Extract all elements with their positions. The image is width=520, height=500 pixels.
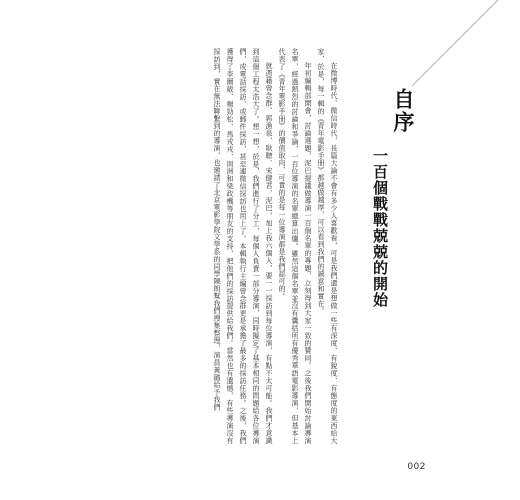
title-block — [372, 78, 418, 328]
paragraph: 就憑藉曾念群、郭漁泉、耿聰、宋健君、泥巴，加上我六個人，要一一採訪到每位導演，有點不太可能。我們才意識到這個工程太浩大了。想一想，於是，我們進行了分工，每個人負責一部分導演，同時擬定了基本相同的問題給各位導演們，或電話採訪、或郵件採訪，甚至連微信採訪也用上了。本輯執行主編曾念群更是承擔了最多的採訪任務。之後，我們獲得了李爾葳、楊勁松、馬戎戎、周洲和梁政機等朋友的支持，把他們的採訪提供給我們。當然也有遺憾，有些導演沒有採訪到，實在無法聯繫到的導演，也邀請了北京電影學院文學系的同學陳朗幫我們搜集整理，演員黃璐給予我們 — [213, 48, 273, 444]
body-text — [108, 48, 340, 444]
chapter-title: 自序 — [391, 88, 416, 134]
paragraph: 年初編輯部開會，討論選題，泥巴提議做導演一百個名單的專題，立刻得到大家一致的贊同。之後我們開始討論導演名單，經過熱烈的討論和爭論，一百位導演的名單總算出爐。雖然這個名單並沒有囊括所有優秀華語電影導演，但基本上代表了《青年電影手冊》的價值取向，可貴的是每一位導演都是我們認可的。 — [278, 48, 312, 444]
page-number: 002 — [407, 462, 426, 472]
chapter-subtitle: 一百個戰戰兢兢的開始 — [371, 148, 389, 308]
paragraph: 在微博時代、微信時代，長篇大論不會有多少人喜歡看，可是我們還是想做一些有深度、有銳度、有態度的東西給大家，於是，每一輯的《青年電影手冊》都越做越厚，可以看到我們的誠意和實在。 — [317, 48, 338, 444]
